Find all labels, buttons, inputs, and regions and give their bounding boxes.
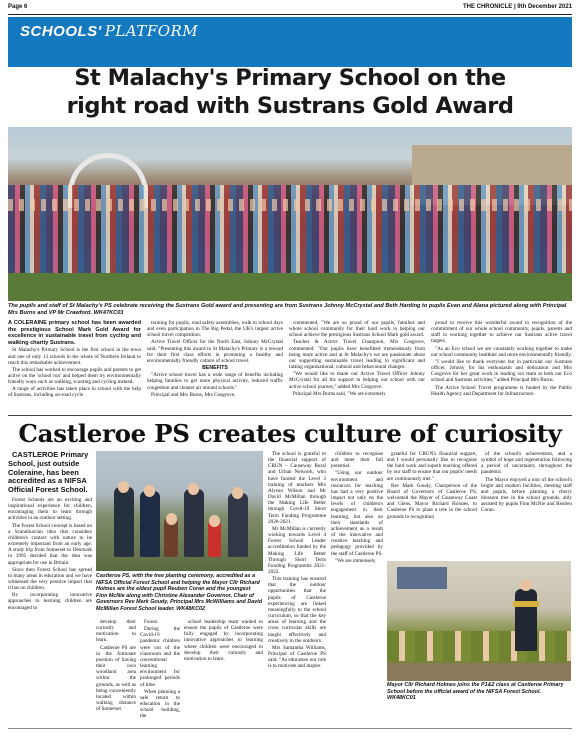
article2-column-2 <box>96 619 136 727</box>
page-header <box>8 3 572 13</box>
paragraph: "We are immensely <box>335 557 376 564</box>
paragraph: Rev Mark Goudy, Chairperson of the Board of Governors of Castleroe PS, welcomed the Mayor of Causeway Coast and Glens, Mayor Richard Holmes, to Castleroe PS to plant a tree in the school grounds in recognition <box>387 482 477 520</box>
paragraph: children to recognise and meet their full potential. <box>331 451 383 470</box>
article2-column-8 <box>481 451 572 559</box>
headline-st-malachys <box>8 64 572 120</box>
header-rule <box>8 14 572 15</box>
paragraph: "Active school travel has a wide range of benefits including helping families to get more physical activity, reduced traffic congestion and cleaner air around schools." <box>147 372 283 391</box>
photo-person <box>114 487 134 557</box>
article2-column-6 <box>331 451 383 727</box>
paragraph: "As an Eco school we are constantly working together to make our school community healthier and more environmentally friendly. <box>431 345 572 358</box>
paragraph: Since then Forest School has spread to many areas in education and we have witnessed the very positive impact that it has on children. <box>8 566 92 592</box>
paragraph: Teacher & Active Travel Champion, Mrs Cosgrove, commented: "Our pupils have benefitted tremendously from being more active and at St Malachy's we are passionate about our supporting sustainable travel leading to significant and lasting organisational, cultural and behavioural changes. <box>289 339 425 371</box>
article1-column-1 <box>8 320 141 414</box>
paragraph: "We would like to thank our Active Travel Officer Johnny McCrystal for all his support in helping our school with our active school journey," added Mrs Cosgrove. <box>289 371 425 390</box>
paragraph: commented, "We are so proud of our pupils, families and whole school community for their hard work in helping our school achieve the prestigious Sustrans School Mark gold award. <box>289 320 425 339</box>
photo-caption: The pupils and staff of St Malachy's PS celebrate receiving the Sustrans Gold award and presenting are from Sustrans Johnny McCrystal and Beth Harding to pupils Evan and Alana pictured along with Principal Mrs Burns and VP Mr Crawford. WK47KC03 <box>8 303 567 316</box>
paragraph: Forest. <box>144 619 159 625</box>
paragraph: During the Covid-19 pandemic children were out of the classroom and the conventional learning environment for prolonged periods of time. <box>140 626 180 688</box>
photo-mayor <box>515 589 537 651</box>
bottom-rule <box>8 728 572 729</box>
paragraph: training for pupils, road safety assemblies, walk to school days and even participation in The Big Pedal, the UK's largest active school travel competition. <box>147 320 283 339</box>
paragraph: of the school's achievement, and a symbol of hope and regeneration following a period of uncertainty throughout the pandemic. <box>481 451 572 476</box>
subheading: BENEFITS <box>202 365 228 372</box>
paragraph: The Active School Travel programme is funded by the Public Health Agency and Department for Infrastructure. <box>431 384 572 397</box>
paragraph: Castleroe PS are in the fortunate position of having their own woodland area within the grounds, as well as being conveniently located within walking distance of Somerset <box>96 644 136 713</box>
photo-st-malachys-group <box>8 127 572 301</box>
headline-castleroe: Castleroe PS creates culture of curiosity <box>18 419 562 448</box>
article-divider <box>8 415 572 416</box>
paragraph: When planning a safe return to education in the school building, the <box>140 688 180 720</box>
paragraph: Mr McMillan is currently working towards Level 4 Forest School Leader accreditation funded by the Making Life Better Through Short Term Funding Programme 2021-2022. <box>268 525 326 575</box>
paragraph: Principal Mrs Burns said, "We are extremely <box>293 390 386 397</box>
paragraph: "Using our outdoor environment and resources for teaching has had a very positive impact not only on the levels of children's engagement in their learning, but also on their standards of achievement as a result of the innovative and creative teaching and pedagogy provided by the staff of Castleroe PS. <box>331 470 383 557</box>
article2-column-4 <box>184 619 263 727</box>
photo-person <box>184 489 204 557</box>
paragraph: Forest Schools are an exciting and inspirational experience for children, encouraging them to learn through activities in an outdoor setting. <box>8 496 92 522</box>
headline-line-2: right road with Sustrans Gold Award <box>66 93 514 119</box>
section-label-part1: SCHOOLS' <box>20 23 102 40</box>
article2-column-1 <box>8 451 92 726</box>
article1-column-3 <box>289 320 425 414</box>
paragraph: Active Travel Officer for the North East, Johnny McCrystal said, "Presenting this award to St Malachy's Primary is a reward for their first class efforts in promoting a healthy and environmentally friendly culture of school travel. <box>147 339 283 364</box>
paragraph: St Malachy's Primary School is the first school in the town and one of only 13 schools in the whole of Northern Ireland to reach this remarkable achievement. <box>8 347 141 366</box>
paragraph: The school is grateful to the financial support of CRUN – Causeway Rural and Urban Network, who have funded the Level 3 training of teachers Mrs Alyson Wilson and Mr David McMillan through the Making Life Better through Covid-19 Short Term Funding Programme 2020-2021. <box>268 451 326 525</box>
photo-noticeboard <box>397 567 447 589</box>
paragraph: The school has worked to encourage pupils and parents to get active on the 'school run' and helped them try environmentally friendly ways such as walking, scooting and cycling instead. <box>8 366 141 386</box>
photo-head <box>118 481 129 493</box>
photo-castleroe-classroom <box>387 561 571 681</box>
photo-chain <box>513 601 539 607</box>
paragraph: The Forest School concept is based on a Scandinavian idea that considers children's contact with nature to be extremely important from an early age. A study trip from Somerset to Denmark in 1995 decided that the idea was appropriate for use in Britain. <box>8 522 92 566</box>
article2-lead: CASTLEROE Primary School, just outside Coleraine, has been accredited as a NIFSA Official Forest School. <box>8 451 89 495</box>
photo-head <box>209 515 220 527</box>
article1-column-2 <box>147 320 283 414</box>
photo-person <box>140 491 160 557</box>
paragraph: The Mayor enjoyed a tour of the school's bright and modern facilities, meeting staff and pupils, before planting a cherry blossom tree in the school grounds, ably assisted by pupils Finn McNie and Reuben Coran. <box>481 476 572 514</box>
paragraph: This training has ensured that the outdoor opportunities that the pupils of Castleroe experiencing are linked meaningfully to the school curriculum, so that the key areas of learning and the cross curricular skills are taught effectively and creatively in the outdoors. <box>268 576 326 644</box>
photo-head <box>144 485 155 497</box>
article2-column-7 <box>387 451 477 559</box>
paragraph: Principal and Mrs Burns, Mrs Cosgrove, <box>151 391 236 398</box>
headline-line-1: St Malachy's Primary School on the <box>74 65 506 91</box>
paragraph: develop their curiosity and motivation to learn. <box>96 619 136 644</box>
photo-head <box>188 483 199 495</box>
article1-column-4 <box>431 320 572 414</box>
photo-head <box>520 579 532 591</box>
photo-caption: Castleroe PS, with the tree planting ceremony, accredited as a NIFSA Official Forest School and helping the Mayor Cllr Richard Holmes are the eldest pupil Reuben Coran and the youngest Finn McNie along with Christine Alexander Governor, Chair of Governors Rev Mark Goudy, Principal Mrs McWilliams and David McMillan Forest School leader. WK48KC02 <box>96 573 263 612</box>
paragraph: A range of activities has taken place in school with the help of Sustrans, including on-road cycle <box>8 386 141 399</box>
photo-head <box>232 487 243 499</box>
photo-table <box>387 663 571 681</box>
article2-column-5 <box>268 451 326 727</box>
paper-name-date: THE CHRONICLE | 9th December 2021 <box>462 4 572 10</box>
paragraph: proud to receive this wonderful award in recognition of the commitment of our whole school community, pupils, parents and staff in working together to achieve our Sustrans active travel targets. <box>431 320 572 345</box>
paragraph: grateful for CRUN's financial support, and I would personally like to recognise the hard work and superb teaching offered by our staff to ensure that our pupils' needs are continuously met." <box>387 451 477 482</box>
photo-faces <box>8 199 572 211</box>
section-label <box>20 22 198 38</box>
paragraph: "I would like to thank everyone but in particular our Sustrans officer, Johnny for his enthusiasm and dedication and Mrs Cosgrove for her great work in leading our team at both our Eco school and Sustrans activities," added Principal Mrs Burns. <box>431 358 572 384</box>
photo-grass <box>8 273 572 301</box>
paragraph: By incorporating innovative approaches to learning children are encouraged to <box>8 592 92 611</box>
photo-person <box>228 493 248 557</box>
article1-lead: A COLERAINE primary school has been awarded the prestigious School Mark Gold Award for excellence in sustainable travel from cycling and walking charity Sustrans. <box>8 320 141 346</box>
photo-castleroe-tree-planting <box>96 451 263 571</box>
paragraph: Mrs Samantha Williams, Principal of Castleroe PS said: "As educators our role is to motivate and inspire <box>268 644 326 670</box>
article2-column-3 <box>140 619 180 727</box>
photo-head <box>166 513 177 525</box>
page-number: Page 6 <box>8 4 28 10</box>
photo-pupils <box>387 631 571 661</box>
photo-caption: Mayor Cllr Richard Holmes joins the P1&2 class at Castleroe Primary School before the official award of the NIFSA Forest School. WK48KC01 <box>387 682 564 702</box>
section-label-part2: PLATFORM <box>104 22 199 40</box>
paragraph: school leadership team wanted to ensure the pupils of Castleroe were fully engaged by incorporating innovative approaches to learning where children were encouraged to develop their curiosity and motivation to learn. <box>184 619 263 662</box>
